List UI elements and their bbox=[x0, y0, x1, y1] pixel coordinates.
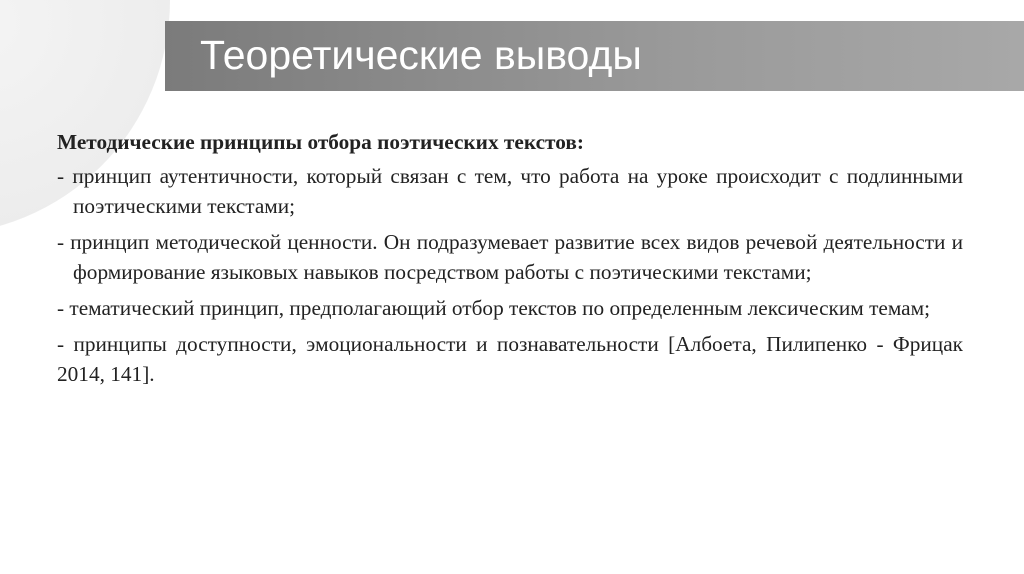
point-methodical-value: - принцип методической ценности. Он подразумевает развитие всех видов речевой деятельности и формирование языковых навыков посредством работы с поэтическими текстами; bbox=[57, 230, 963, 284]
point-accessibility: - принципы доступности, эмоциональности и познавательности [Албоета, Пилипенко - Фрицак 2014, 141]. bbox=[57, 332, 963, 386]
point-authenticity: - принцип аутентичности, который связан с тем, что работа на уроке происходит с подлинными поэтическими текстами; bbox=[57, 164, 963, 218]
section-heading: Методические принципы отбора поэтических текстов: bbox=[57, 130, 584, 154]
title-bar bbox=[165, 21, 1024, 91]
slide-title: Теоретические выводы bbox=[200, 32, 642, 78]
point-thematic: - тематический принцип, предполагающий отбор текстов по определенным лексическим темам; bbox=[57, 296, 931, 320]
slide-body bbox=[57, 127, 963, 395]
